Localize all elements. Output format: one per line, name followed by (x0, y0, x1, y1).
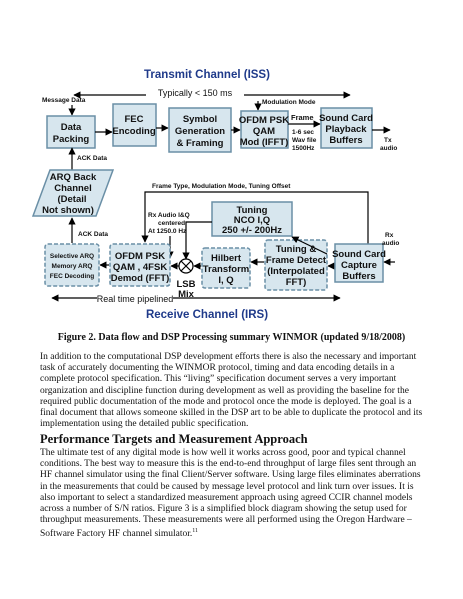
svg-text:Selective ARQ: Selective ARQ (49, 253, 95, 260)
rx-audio-line-1: Rx (385, 232, 394, 239)
rx-centered-line-1: Rx Audio I&Q (148, 212, 190, 219)
svg-text:FEC Decoding: FEC Decoding (49, 273, 95, 280)
wav-file-line-3: 1500Hz (292, 145, 315, 152)
svg-text:I, Q: I, Q (218, 275, 234, 286)
latency-label: Typically < 150 ms (157, 88, 233, 98)
fec-encoding-box (112, 104, 156, 146)
svg-text:QAM , 4FSK: QAM , 4FSK (112, 262, 168, 273)
svg-text:Frame Detect: Frame Detect (265, 255, 327, 266)
svg-text:Generation: Generation (174, 126, 226, 137)
ofdm-demod-box (110, 244, 170, 286)
svg-text:Symbol: Symbol (182, 114, 218, 125)
svg-text:Hilbert: Hilbert (210, 253, 242, 264)
svg-text:Encoding: Encoding (112, 126, 156, 137)
sound-card-playback-box (319, 108, 373, 148)
transmit-channel-title: Transmit Channel (ISS) (144, 69, 270, 81)
wav-file-line-2: Wav file (292, 137, 317, 144)
hilbert-transform-box (202, 248, 250, 288)
svg-text:ARQ Back: ARQ Back (49, 172, 97, 183)
svg-text:Packing: Packing (52, 134, 90, 145)
svg-text:Sound Card: Sound Card (332, 249, 386, 260)
svg-text:Transform: Transform (202, 264, 250, 275)
svg-text:& Framing: & Framing (176, 138, 224, 149)
footnote-ref: 11 (192, 528, 199, 535)
svg-text:Mod (IFFT): Mod (IFFT) (239, 137, 289, 148)
svg-text:Playback: Playback (325, 124, 367, 135)
tuning-frame-detect-box (265, 240, 327, 290)
figure-caption: Figure 2. Data flow and DSP Processing summary WINMOR (updated 9/18/2008) (57, 332, 406, 343)
mix-label: Mix (178, 289, 194, 300)
svg-text:OFDM PSK: OFDM PSK (238, 115, 290, 126)
symbol-generation-box (169, 108, 231, 152)
svg-text:250 +/- 200Hz: 250 +/- 200Hz (222, 225, 282, 236)
arq-back-channel-box (33, 170, 113, 216)
paragraph-1: In addition to the computational DSP development efforts there is also the necessary and important task of accurately documenting the WINMOR protocol, timing and data encoding details in a complete protocol specification. This “living” specification document serves a very important organization and discipline function during development as well as providing the baseline for the required public documentation of the mode and protocol once the mode is deployed. The goal is a final document that allows someone skilled in the DSP art to be able to duplicate the protocol and its implementation using the detailed public specification. (40, 352, 423, 430)
lsb-label: LSB (176, 279, 196, 290)
svg-text:(Detail: (Detail (57, 194, 87, 205)
svg-text:Memory ARQ: Memory ARQ (51, 263, 93, 270)
svg-text:Tuning: Tuning (236, 205, 268, 216)
ack-data-upper-label: ACK Data (77, 155, 107, 162)
wav-file-line-1: 1-6 sec (292, 129, 315, 136)
frame-label: Frame (291, 113, 314, 122)
modulation-mode-label: Modulation Mode (262, 99, 316, 106)
svg-text:NCO I,Q: NCO I,Q (233, 215, 271, 226)
real-time-label: Real time pipelined (96, 294, 174, 304)
paragraph-2 (40, 448, 430, 541)
paragraph-2-text: The ultimate test of any digital mode is how well it works across good, poor and typical channel conditions. The best way to measure this is the end-to-end throughput of large files sent through an HF channel simulator using the final Client/Server software. Using large files eliminates aberrations in the measurements that could be caused by message level protocol and link turn over issues. It is also important to select a standardized measurement approach using agreed CCIR channel models across a number of S/N ratios. Figure 3 is a simplified block diagram showing the setup used for throughput measurements. These measurements were all performed using the Oregon Hardware – Software Factory HF channel simulator. (40, 448, 421, 540)
svg-text:(Interpolated: (Interpolated (267, 266, 325, 277)
svg-text:Sound Card: Sound Card (319, 113, 373, 124)
svg-text:Tuning &: Tuning & (275, 244, 317, 255)
svg-text:Channel: Channel (54, 183, 92, 194)
svg-text:FFT): FFT) (285, 277, 307, 288)
svg-text:FEC: FEC (124, 114, 144, 125)
tx-audio-line-2: audio (380, 145, 398, 152)
receive-channel-title: Receive Channel (IRS) (145, 309, 269, 321)
rx-centered-line-3: At 1250.0 Hz (148, 228, 187, 235)
frame-type-label: Frame Type, Modulation Mode, Tuning Offset (152, 183, 291, 190)
tx-audio-line-1: Tx (384, 137, 392, 144)
sound-card-capture-box (332, 244, 386, 282)
selective-arq-box (45, 244, 99, 286)
svg-text:OFDM PSK: OFDM PSK (114, 251, 166, 262)
svg-text:Capture: Capture (341, 260, 377, 271)
tuning-nco-box (212, 202, 292, 236)
ofdm-mod-box (239, 111, 289, 148)
svg-text:QAM: QAM (252, 126, 276, 137)
rx-audio-line-2: audio (382, 240, 400, 247)
rx-centered-line-2: centered (158, 220, 186, 227)
svg-text:Buffers: Buffers (342, 271, 376, 282)
svg-text:Buffers: Buffers (329, 135, 363, 146)
lsb-mixer-icon (179, 259, 193, 273)
svg-text:Demod (FFT): Demod (FFT) (110, 273, 170, 284)
data-packing-box (47, 116, 95, 148)
ack-data-lower-label: ACK Data (78, 231, 108, 238)
svg-text:Not shown): Not shown) (42, 205, 94, 216)
section-heading: Performance Targets and Measurement Approach (40, 432, 308, 446)
message-data-label: Message Data (42, 97, 86, 104)
svg-text:Data: Data (60, 122, 82, 133)
